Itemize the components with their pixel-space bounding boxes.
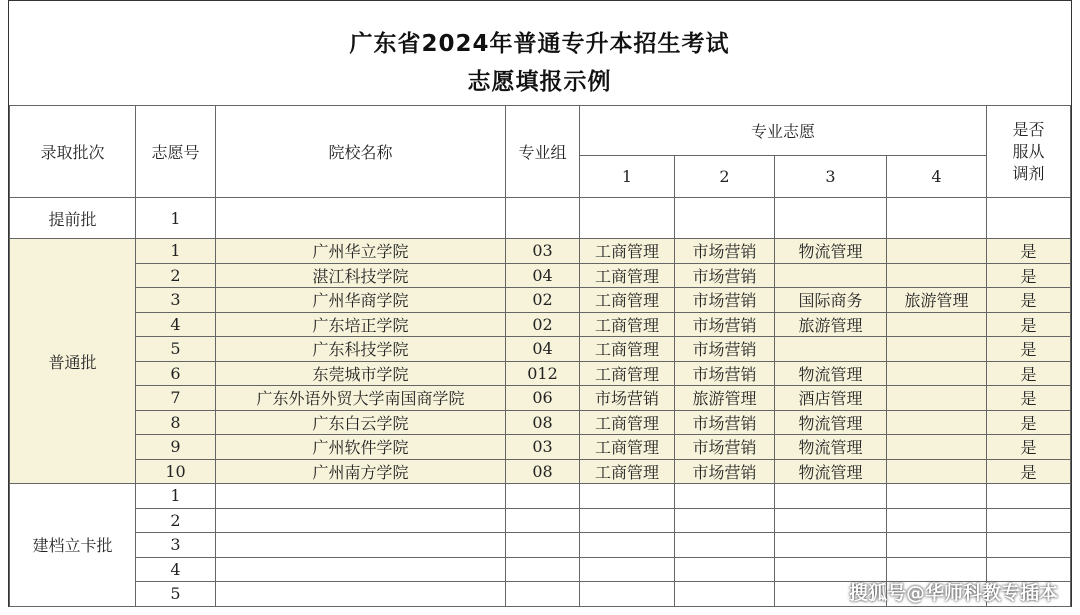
- major-3-cell: [775, 484, 887, 509]
- adjust-cell: 是: [987, 312, 1071, 337]
- adjust-cell: 是: [987, 435, 1071, 460]
- group-cell: [506, 533, 580, 558]
- major-4-cell: [887, 459, 987, 484]
- school-cell: 广州南方学院: [216, 459, 506, 484]
- group-cell: [506, 582, 580, 607]
- adjust-cell: 是: [987, 410, 1071, 435]
- table-row: [10, 312, 1071, 337]
- adjust-cell: 是: [987, 337, 1071, 362]
- major-4-cell: [887, 484, 987, 509]
- major-2-cell: 市场营销: [675, 361, 775, 386]
- school-cell: 广州华商学院: [216, 288, 506, 313]
- major-1-cell: 工商管理: [580, 239, 675, 264]
- major-3-cell: 国际商务: [775, 288, 887, 313]
- major-2-cell: 市场营销: [675, 435, 775, 460]
- admission-table: [9, 105, 1071, 607]
- table-row: [10, 410, 1071, 435]
- major-2-cell: 市场营销: [675, 410, 775, 435]
- title-box: [9, 1, 1070, 106]
- adjust-cell: [987, 508, 1071, 533]
- header-major-2: 2: [675, 156, 775, 198]
- table-row: [10, 239, 1071, 264]
- major-3-cell: 旅游管理: [775, 312, 887, 337]
- school-cell: 广州华立学院: [216, 239, 506, 264]
- group-cell: 02: [506, 312, 580, 337]
- wish-no-cell: 4: [136, 557, 216, 582]
- adjust-cell: [987, 484, 1071, 509]
- major-1-cell: 市场营销: [580, 386, 675, 411]
- major-3-cell: 酒店管理: [775, 386, 887, 411]
- major-2-cell: 市场营销: [675, 263, 775, 288]
- wish-no-cell: 1: [136, 198, 216, 239]
- wish-no-cell: 6: [136, 361, 216, 386]
- major-2-cell: 市场营销: [675, 239, 775, 264]
- major-4-cell: [887, 312, 987, 337]
- school-cell: 广东科技学院: [216, 337, 506, 362]
- wish-no-cell: 5: [136, 582, 216, 607]
- adjust-cell: 是: [987, 263, 1071, 288]
- major-1-cell: [580, 533, 675, 558]
- major-1-cell: [580, 582, 675, 607]
- major-1-cell: [580, 484, 675, 509]
- group-cell: 012: [506, 361, 580, 386]
- school-cell: [216, 533, 506, 558]
- major-4-cell: [887, 410, 987, 435]
- wish-no-cell: 3: [136, 288, 216, 313]
- major-3-cell: [775, 263, 887, 288]
- major-4-cell: [887, 337, 987, 362]
- school-cell: [216, 198, 506, 239]
- wish-no-cell: 1: [136, 239, 216, 264]
- major-1-cell: 工商管理: [580, 263, 675, 288]
- major-3-cell: 物流管理: [775, 239, 887, 264]
- table-row: [10, 484, 1071, 509]
- group-cell: [506, 198, 580, 239]
- group-cell: 06: [506, 386, 580, 411]
- major-1-cell: 工商管理: [580, 410, 675, 435]
- wish-no-cell: 5: [136, 337, 216, 362]
- major-1-cell: [580, 198, 675, 239]
- major-3-cell: [775, 533, 887, 558]
- major-1-cell: 工商管理: [580, 435, 675, 460]
- table-row: [10, 508, 1071, 533]
- adjust-cell: 是: [987, 361, 1071, 386]
- school-cell: 东莞城市学院: [216, 361, 506, 386]
- adjust-cell: [987, 198, 1071, 239]
- header-wish-no: 志愿号: [136, 106, 216, 198]
- major-4-cell: [887, 533, 987, 558]
- school-cell: 广东外语外贸大学南国商学院: [216, 386, 506, 411]
- wish-no-cell: 3: [136, 533, 216, 558]
- group-cell: 08: [506, 459, 580, 484]
- wish-no-cell: 2: [136, 263, 216, 288]
- major-4-cell: [887, 435, 987, 460]
- major-3-cell: 物流管理: [775, 459, 887, 484]
- major-2-cell: [675, 484, 775, 509]
- group-cell: 08: [506, 410, 580, 435]
- major-2-cell: 市场营销: [675, 312, 775, 337]
- table-row: [10, 386, 1071, 411]
- school-cell: [216, 582, 506, 607]
- watermark: 搜狐号@华师科教专插本: [848, 582, 1058, 604]
- wish-no-cell: 1: [136, 484, 216, 509]
- school-cell: [216, 557, 506, 582]
- school-cell: [216, 508, 506, 533]
- school-cell: 广东培正学院: [216, 312, 506, 337]
- school-cell: [216, 484, 506, 509]
- group-cell: [506, 557, 580, 582]
- major-4-cell: [887, 239, 987, 264]
- major-1-cell: 工商管理: [580, 361, 675, 386]
- table-row: [10, 263, 1071, 288]
- school-cell: 湛江科技学院: [216, 263, 506, 288]
- header-school: 院校名称: [216, 106, 506, 198]
- major-1-cell: [580, 508, 675, 533]
- major-1-cell: 工商管理: [580, 312, 675, 337]
- batch-label-early: 提前批: [10, 198, 136, 239]
- header-major-4: 4: [887, 156, 987, 198]
- header-major-wishes: 专业志愿: [580, 106, 987, 156]
- major-2-cell: [675, 582, 775, 607]
- header-adjust-text: 是否服从调剂: [1012, 119, 1045, 183]
- major-3-cell: 物流管理: [775, 410, 887, 435]
- header-major-3: 3: [775, 156, 887, 198]
- group-cell: 03: [506, 239, 580, 264]
- group-cell: [506, 508, 580, 533]
- major-3-cell: [775, 337, 887, 362]
- adjust-cell: 是: [987, 239, 1071, 264]
- major-1-cell: 工商管理: [580, 337, 675, 362]
- major-2-cell: 旅游管理: [675, 386, 775, 411]
- major-2-cell: [675, 557, 775, 582]
- school-cell: 广州软件学院: [216, 435, 506, 460]
- major-2-cell: 市场营销: [675, 288, 775, 313]
- wish-no-cell: 10: [136, 459, 216, 484]
- batch-label-regular: 普通批: [10, 239, 136, 484]
- header-major-1: 1: [580, 156, 675, 198]
- major-1-cell: 工商管理: [580, 459, 675, 484]
- group-cell: 04: [506, 263, 580, 288]
- document-subtitle: 志愿填报示例: [467, 69, 612, 95]
- major-4-cell: [887, 386, 987, 411]
- major-3-cell: 物流管理: [775, 361, 887, 386]
- major-4-cell: [887, 361, 987, 386]
- major-2-cell: 市场营销: [675, 337, 775, 362]
- group-cell: 03: [506, 435, 580, 460]
- header-batch: 录取批次: [10, 106, 136, 198]
- table-row: [10, 435, 1071, 460]
- wish-no-cell: 8: [136, 410, 216, 435]
- group-cell: 02: [506, 288, 580, 313]
- major-1-cell: [580, 557, 675, 582]
- table-row: [10, 198, 1071, 239]
- table-row: [10, 361, 1071, 386]
- major-4-cell: [887, 263, 987, 288]
- major-2-cell: 市场营销: [675, 459, 775, 484]
- major-3-cell: [775, 508, 887, 533]
- major-4-cell: [887, 198, 987, 239]
- header-group: 专业组: [506, 106, 580, 198]
- group-cell: [506, 484, 580, 509]
- adjust-cell: 是: [987, 459, 1071, 484]
- major-1-cell: 工商管理: [580, 288, 675, 313]
- document-title: 广东省2024年普通专升本招生考试: [349, 31, 730, 57]
- wish-no-cell: 2: [136, 508, 216, 533]
- major-2-cell: [675, 533, 775, 558]
- major-2-cell: [675, 198, 775, 239]
- school-cell: 广东白云学院: [216, 410, 506, 435]
- wish-no-cell: 9: [136, 435, 216, 460]
- adjust-cell: [987, 533, 1071, 558]
- table-row: [10, 459, 1071, 484]
- header-adjust: [987, 106, 1071, 198]
- wish-no-cell: 7: [136, 386, 216, 411]
- major-3-cell: 物流管理: [775, 435, 887, 460]
- batch-label-filing: 建档立卡批: [10, 484, 136, 607]
- group-cell: 04: [506, 337, 580, 362]
- table-row: [10, 288, 1071, 313]
- table-row: [10, 337, 1071, 362]
- document-frame: [8, 0, 1072, 607]
- major-4-cell: 旅游管理: [887, 288, 987, 313]
- table-row: [10, 533, 1071, 558]
- adjust-cell: 是: [987, 386, 1071, 411]
- major-3-cell: [775, 198, 887, 239]
- adjust-cell: 是: [987, 288, 1071, 313]
- wish-no-cell: 4: [136, 312, 216, 337]
- major-2-cell: [675, 508, 775, 533]
- major-4-cell: [887, 508, 987, 533]
